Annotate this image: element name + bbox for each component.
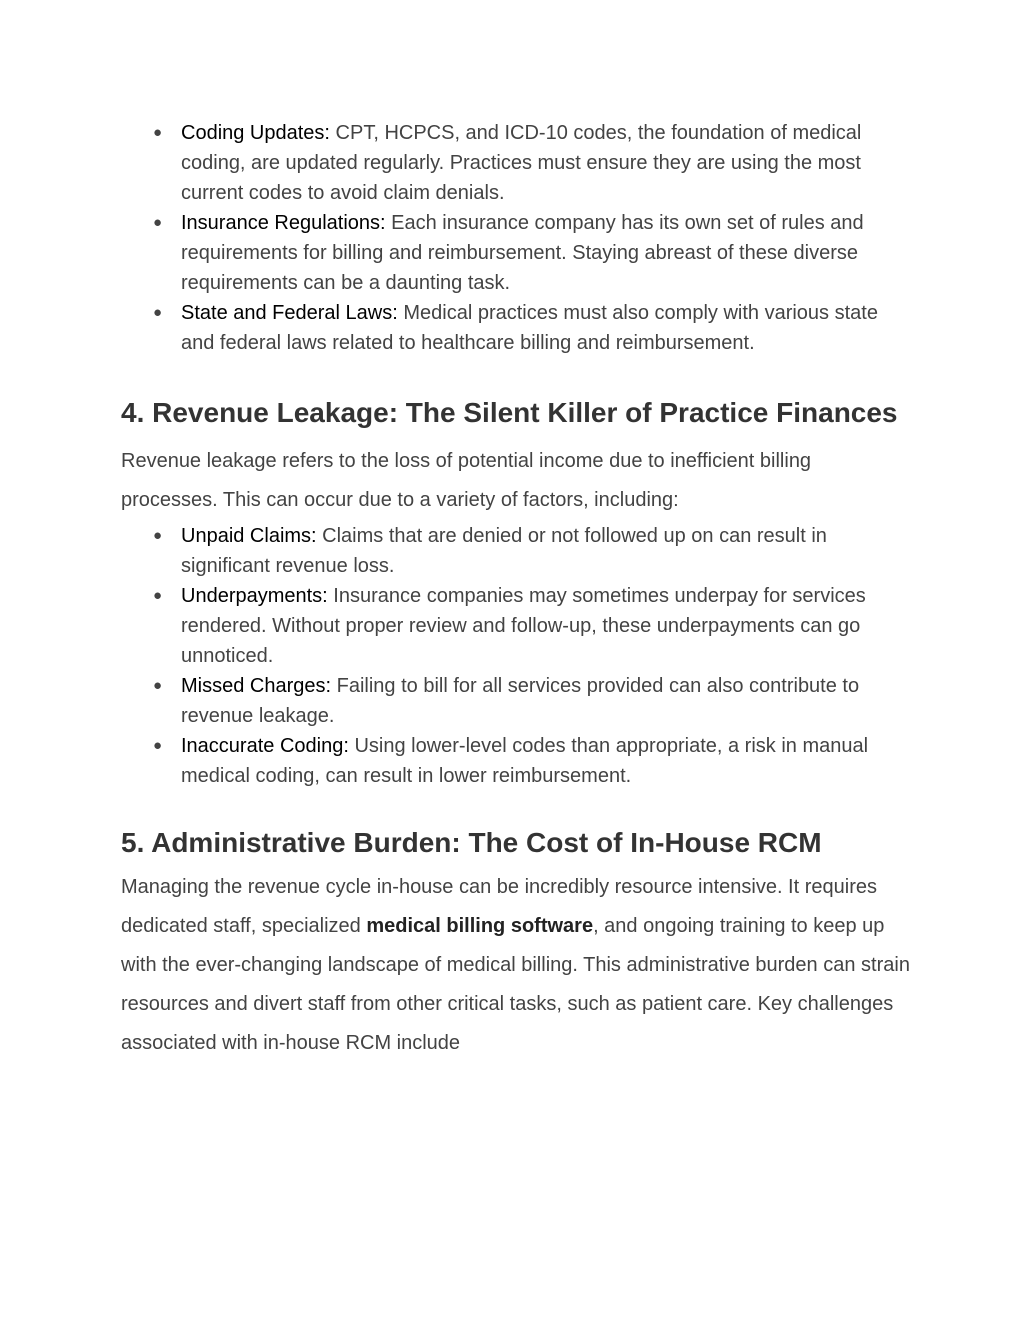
list-item xyxy=(121,118,911,208)
list-item-text: Each insurance company has its own set of rules and requirements for billing and reimbursement. Staying abreast of these diverse requirements can be a daunting task. xyxy=(181,212,864,294)
list-item-text: Failing to bill for all services provided can also contribute to revenue leakage. xyxy=(181,675,860,727)
list-item-term: Insurance Regulations: xyxy=(181,212,386,234)
bullet-icon: ● xyxy=(153,124,163,141)
list-item-term: Unpaid Claims: xyxy=(181,525,317,547)
regulation-list xyxy=(121,118,911,358)
list-item xyxy=(121,731,911,791)
list-item-text: CPT, HCPCS, and ICD-10 codes, the foundation of medical coding, are updated regularly. Practices must ensure they are using the most current codes to avoid claim denials. xyxy=(181,122,862,204)
bullet-icon: ● xyxy=(153,304,163,321)
bullet-icon: ● xyxy=(153,527,163,544)
bullet-icon: ● xyxy=(153,587,163,604)
list-item-term: State and Federal Laws: xyxy=(181,302,398,324)
list-item xyxy=(121,581,911,671)
list-item-term: Inaccurate Coding: xyxy=(181,735,349,757)
list-item-text: Insurance companies may sometimes underpay for services rendered. Without proper review and follow-up, these underpayments can go unnoticed. xyxy=(181,585,866,667)
list-item-term: Coding Updates: xyxy=(181,122,330,144)
list-item-text: Claims that are denied or not followed up on can result in significant revenue loss. xyxy=(181,525,827,577)
bullet-icon: ● xyxy=(153,214,163,231)
list-item-text: Using lower-level codes than appropriate, a risk in manual medical coding, can result in lower reimbursement. xyxy=(181,735,869,787)
document-page xyxy=(121,118,911,1063)
section-paragraph xyxy=(121,868,911,1063)
list-item-term: Underpayments: xyxy=(181,585,328,607)
list-item xyxy=(121,208,911,298)
list-item-text: Medical practices must also comply with various state and federal laws related to healthcare billing and reimbursement. xyxy=(181,302,878,354)
bullet-icon: ● xyxy=(153,737,163,754)
list-item-term: Missed Charges: xyxy=(181,675,332,697)
section-heading: 5. Administrative Burden: The Cost of In-House RCM xyxy=(121,827,822,858)
section-heading: 4. Revenue Leakage: The Silent Killer of Practice Finances xyxy=(121,397,898,428)
bullet-icon: ● xyxy=(153,677,163,694)
list-item xyxy=(121,521,911,581)
leakage-list xyxy=(121,521,911,791)
list-item xyxy=(121,298,911,358)
list-item xyxy=(121,671,911,731)
paragraph-text: Managing the revenue cycle in-house can be incredibly resource intensive. It requires dedicated staff, specialized xyxy=(121,876,877,937)
section-intro: Revenue leakage refers to the loss of potential income due to inefficient billing processes. This can occur due to a variety of factors, including: xyxy=(121,450,812,511)
paragraph-bold-text: medical billing software xyxy=(366,915,594,937)
paragraph-text: , and ongoing training to keep up with the ever-changing landscape of medical billing. This administrative burden can strain resources and divert staff from other critical tasks, such as patient care. Key challenges associated with in-house RCM include xyxy=(121,915,910,1054)
